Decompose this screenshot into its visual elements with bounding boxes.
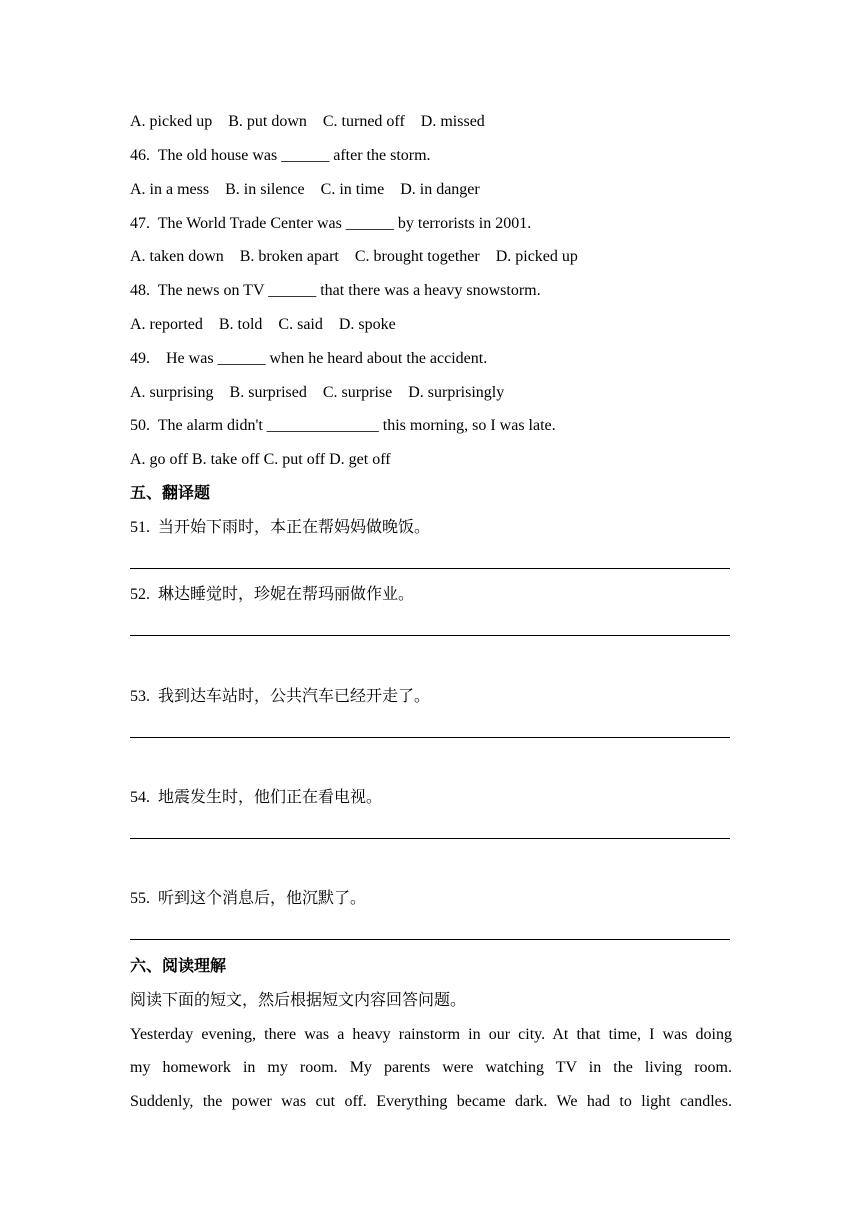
q46-options: A. in a mess B. in silence C. in time D. in danger xyxy=(130,181,480,198)
translation-item-53: 53. 我到达车站时，公共汽车已经开走了。 xyxy=(130,688,431,705)
translation-item-54: 54. 地震发生时，他们正在看电视。 xyxy=(130,789,383,806)
q47-stem: 47. The World Trade Center was ______ by terrorists in 2001. xyxy=(130,215,532,232)
passage-line-1: Yesterday evening, there was a heavy rainstorm in our city. At that time, I was doing xyxy=(130,1026,732,1043)
translation-item-55: 55. 听到这个消息后，他沉默了。 xyxy=(130,890,367,907)
q47-options: A. taken down B. broken apart C. brought together D. picked up xyxy=(130,248,578,265)
translation-item-52: 52. 琳达睡觉时，珍妮在帮玛丽做作业。 xyxy=(130,586,415,603)
q50-options: A. go off B. take off C. put off D. get off xyxy=(130,451,391,468)
q50-stem: 50. The alarm didn't ______________ this morning, so I was late. xyxy=(130,417,556,434)
q48-stem: 48. The news on TV ______ that there was a heavy snowstorm. xyxy=(130,282,541,299)
translation-item-51: 51. 当开始下雨时，本正在帮妈妈做晚饭。 xyxy=(130,519,431,536)
q45-options: A. picked up B. put down C. turned off D. missed xyxy=(130,113,485,130)
section5-title: 五、翻译题 xyxy=(130,485,211,502)
answer-line-52[interactable] xyxy=(130,635,730,636)
section6-instruction: 阅读下面的短文，然后根据短文内容回答问题。 xyxy=(130,992,467,1009)
answer-line-55[interactable] xyxy=(130,939,730,940)
answer-line-51[interactable] xyxy=(130,568,730,569)
section6-title: 六、阅读理解 xyxy=(130,958,227,975)
q49-options: A. surprising B. surprised C. surprise D. surprisingly xyxy=(130,384,505,401)
q48-options: A. reported B. told C. said D. spoke xyxy=(130,316,396,333)
q49-stem: 49. He was ______ when he heard about the accident. xyxy=(130,350,488,367)
passage-line-2: my homework in my room. My parents were watching TV in the living room. xyxy=(130,1059,732,1076)
answer-line-54[interactable] xyxy=(130,838,730,839)
q46-stem: 46. The old house was ______ after the storm. xyxy=(130,147,431,164)
answer-line-53[interactable] xyxy=(130,737,730,738)
passage-line-3: Suddenly, the power was cut off. Everything became dark. We had to light candles. xyxy=(130,1093,732,1110)
